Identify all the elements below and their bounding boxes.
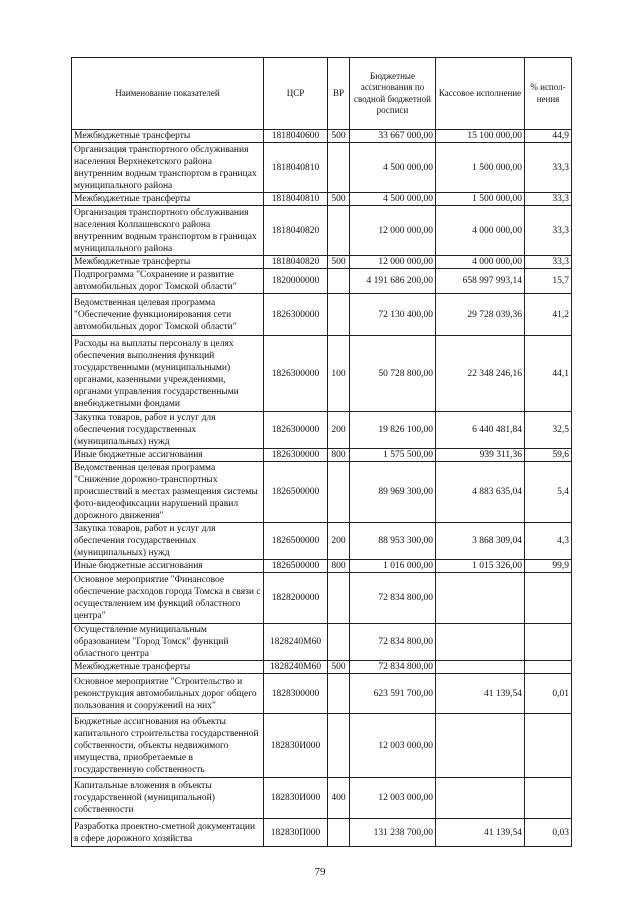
table-row — [72, 624, 572, 661]
row-csr: 1818040820 — [264, 206, 328, 256]
row-cash: 4 883 635,04 — [436, 462, 525, 523]
row-cash — [436, 573, 525, 624]
row-vr — [328, 294, 350, 336]
row-cash — [436, 714, 525, 778]
row-vr — [328, 714, 350, 778]
table-row — [72, 206, 572, 256]
table-row — [72, 560, 572, 573]
row-percent: 4,3 — [525, 523, 572, 560]
row-cash: 29 728 039,36 — [436, 294, 525, 336]
row-cash: 1 500 000,00 — [436, 143, 525, 193]
row-budget: 12 003 000,00 — [350, 778, 436, 819]
row-budget: 12 000 000,00 — [350, 256, 436, 269]
row-percent: 44,9 — [525, 130, 572, 143]
row-name: Межбюджетные трансферты — [72, 130, 264, 143]
row-budget: 12 000 000,00 — [350, 206, 436, 256]
row-cash: 3 868 309,04 — [436, 523, 525, 560]
table-row — [72, 294, 572, 336]
table-row — [72, 449, 572, 462]
row-csr: 1826300000 — [264, 449, 328, 462]
row-csr: 1828200000 — [264, 573, 328, 624]
row-budget: 33 667 000,00 — [350, 130, 436, 143]
row-budget: 4 191 686 200,00 — [350, 269, 436, 294]
row-name: Межбюджетные трансферты — [72, 256, 264, 269]
budget-execution-table — [71, 57, 572, 847]
row-vr: 100 — [328, 336, 350, 412]
row-cash — [436, 778, 525, 819]
row-budget: 89 969 300,00 — [350, 462, 436, 523]
row-budget: 12 003 000,00 — [350, 714, 436, 778]
table-row — [72, 130, 572, 143]
table-row — [72, 462, 572, 523]
row-vr: 200 — [328, 412, 350, 449]
row-percent: 0,01 — [525, 674, 572, 714]
row-name: Закупка товаров, работ и услуг для обеспечения государственных (муниципальных) нужд — [72, 412, 264, 449]
row-vr: 800 — [328, 449, 350, 462]
row-csr: 1826500000 — [264, 560, 328, 573]
row-percent — [525, 778, 572, 819]
table-row — [72, 573, 572, 624]
row-budget: 4 500 000,00 — [350, 193, 436, 206]
table-row — [72, 523, 572, 560]
row-percent — [525, 624, 572, 661]
row-percent: 33,3 — [525, 143, 572, 193]
row-percent: 99,9 — [525, 560, 572, 573]
row-vr — [328, 674, 350, 714]
row-csr: 1826300000 — [264, 336, 328, 412]
row-vr — [328, 206, 350, 256]
table-row — [72, 412, 572, 449]
row-csr: 1818040820 — [264, 256, 328, 269]
row-budget: 19 826 100,00 — [350, 412, 436, 449]
row-csr: 1818040600 — [264, 130, 328, 143]
row-name: Межбюджетные трансферты — [72, 661, 264, 674]
row-percent: 41,2 — [525, 294, 572, 336]
header-csr: ЦСР — [264, 58, 328, 130]
row-cash — [436, 661, 525, 674]
row-vr — [328, 819, 350, 847]
row-name: Подпрограмма "Сохранение и развитие автомобильных дорог Томской области" — [72, 269, 264, 294]
row-budget: 4 500 000,00 — [350, 143, 436, 193]
row-vr: 200 — [328, 523, 350, 560]
row-cash: 22 348 246,16 — [436, 336, 525, 412]
row-name: Основное мероприятие "Строительство и реконструкция автомобильных дорог общего пользования и сооружений на них" — [72, 674, 264, 714]
header-row — [72, 58, 572, 130]
row-name: Организация транспортного обслуживания населения Верхнекетского района внутренним водным транспортом в границах муниципального района — [72, 143, 264, 193]
row-vr — [328, 573, 350, 624]
table-row — [72, 661, 572, 674]
row-vr: 800 — [328, 560, 350, 573]
row-csr: 182830П000 — [264, 819, 328, 847]
row-percent: 32,5 — [525, 412, 572, 449]
row-percent: 59,6 — [525, 449, 572, 462]
row-cash: 1 500 000,00 — [436, 193, 525, 206]
table-row — [72, 336, 572, 412]
row-name: Разработка проектно-сметной документации в сфере дорожного хозяйства — [72, 819, 264, 847]
row-budget: 88 953 300,00 — [350, 523, 436, 560]
table-row — [72, 819, 572, 847]
row-vr — [328, 624, 350, 661]
page-number: 79 — [314, 866, 326, 878]
row-csr: 1820000000 — [264, 269, 328, 294]
row-vr: 500 — [328, 661, 350, 674]
row-vr: 500 — [328, 130, 350, 143]
row-cash: 4 000 000,00 — [436, 256, 525, 269]
row-cash — [436, 624, 525, 661]
row-name: Межбюджетные трансферты — [72, 193, 264, 206]
row-cash: 15 100 000,00 — [436, 130, 525, 143]
header-budget: Бюджетные ассигнования по сводной бюджетной росписи — [350, 58, 436, 130]
row-vr — [328, 269, 350, 294]
row-csr: 1828240М60 — [264, 624, 328, 661]
row-name: Ведомственная целевая программа "Обеспечение функционирования сети автомобильных дорог Томской области" — [72, 294, 264, 336]
row-name: Бюджетные ассигнования на объекты капитального строительства государственной собственности, объекты недвижимого имущества, приобретаемые в государственную собственность — [72, 714, 264, 778]
row-name: Осуществление муниципальным образованием "Город Томск" функций областного центра — [72, 624, 264, 661]
row-budget: 72 834 800,00 — [350, 661, 436, 674]
row-vr: 500 — [328, 193, 350, 206]
row-csr: 1826300000 — [264, 294, 328, 336]
row-budget: 131 238 700,00 — [350, 819, 436, 847]
row-csr: 1818040810 — [264, 143, 328, 193]
row-csr: 182830И000 — [264, 714, 328, 778]
row-cash: 41 139,54 — [436, 819, 525, 847]
row-percent: 5,4 — [525, 462, 572, 523]
row-budget: 72 130 400,00 — [350, 294, 436, 336]
table-row — [72, 193, 572, 206]
row-name: Закупка товаров, работ и услуг для обеспечения государственных (муниципальных) нужд — [72, 523, 264, 560]
row-csr: 1828300000 — [264, 674, 328, 714]
row-name: Основное мероприятие "Финансовое обеспечение расходов города Томска в связи с осуществлением им функций областного центра" — [72, 573, 264, 624]
row-csr: 1826500000 — [264, 462, 328, 523]
row-percent: 15,7 — [525, 269, 572, 294]
row-vr — [328, 462, 350, 523]
row-cash: 939 311,36 — [436, 449, 525, 462]
table-row — [72, 256, 572, 269]
row-percent: 33,3 — [525, 193, 572, 206]
table-row — [72, 778, 572, 819]
row-budget: 1 575 500,00 — [350, 449, 436, 462]
row-percent: 0,03 — [525, 819, 572, 847]
row-vr: 400 — [328, 778, 350, 819]
row-vr — [328, 143, 350, 193]
row-cash: 1 015 326,00 — [436, 560, 525, 573]
row-budget: 72 834 800,00 — [350, 573, 436, 624]
row-cash: 6 440 481,84 — [436, 412, 525, 449]
row-name: Ведомственная целевая программа "Снижение дорожно-транспортных происшествий в местах размещения системы фото-видеофиксации нарушений правил дорожного движения" — [72, 462, 264, 523]
row-percent — [525, 714, 572, 778]
row-cash: 41 139,54 — [436, 674, 525, 714]
row-name: Расходы на выплаты персоналу в целях обеспечения выполнения функций государственными (муниципальными) органами, казенными учреждениями, органами управления государственными внебюджетными фондами — [72, 336, 264, 412]
row-percent: 33,3 — [525, 256, 572, 269]
row-percent: 44,1 — [525, 336, 572, 412]
table-row — [72, 143, 572, 193]
row-csr: 1828240М60 — [264, 661, 328, 674]
row-vr: 500 — [328, 256, 350, 269]
row-percent — [525, 573, 572, 624]
row-budget: 1 016 000,00 — [350, 560, 436, 573]
row-name: Капитальные вложения в объекты государственной (муниципальной) собственности — [72, 778, 264, 819]
row-csr: 182830И000 — [264, 778, 328, 819]
row-cash: 658 997 993,14 — [436, 269, 525, 294]
row-csr: 1826300000 — [264, 412, 328, 449]
row-budget: 72 834 800,00 — [350, 624, 436, 661]
header-cash: Кассовое исполнение — [436, 58, 525, 130]
table-row — [72, 714, 572, 778]
row-name: Иные бюджетные ассигнования — [72, 449, 264, 462]
row-percent — [525, 661, 572, 674]
row-budget: 50 728 800,00 — [350, 336, 436, 412]
row-name: Организация транспортного обслуживания населения Колпашевского района внутренним водным транспортом в границах муниципального района — [72, 206, 264, 256]
row-csr: 1826500000 — [264, 523, 328, 560]
header-name: Наименование показателей — [72, 58, 264, 130]
row-cash: 4 000 000,00 — [436, 206, 525, 256]
row-budget: 623 591 700,00 — [350, 674, 436, 714]
row-name: Иные бюджетные ассигнования — [72, 560, 264, 573]
table-row — [72, 269, 572, 294]
header-vr: ВР — [328, 58, 350, 130]
table-row — [72, 674, 572, 714]
row-csr: 1818040810 — [264, 193, 328, 206]
row-percent: 33,3 — [525, 206, 572, 256]
header-percent: % испол-нения — [525, 58, 572, 130]
